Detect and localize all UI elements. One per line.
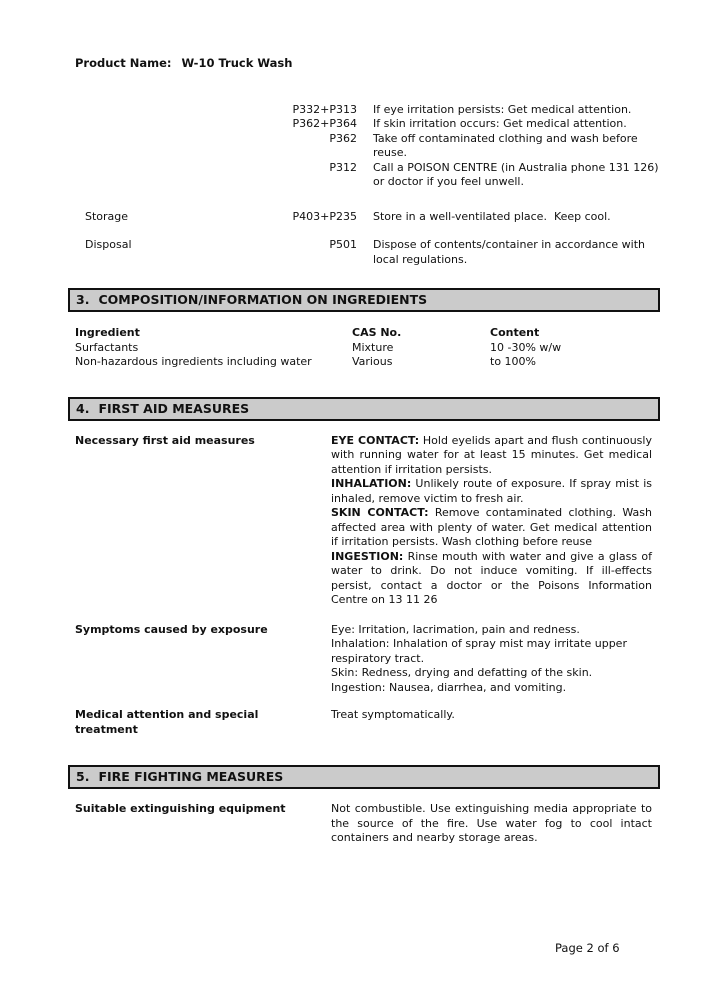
medical-attention-row [75, 708, 652, 737]
precaution-code: P403+P235 [292, 209, 357, 223]
extinguishing-text: Not combustible. Use extinguishing media appropriate to the source of the fire. Use water fog to cool intact containers and nearby storage areas. [331, 802, 652, 844]
first-aid-paragraph [331, 506, 652, 550]
symptom-line: Ingestion: Nausea, diarrhea, and vomiting. [331, 680, 567, 694]
first-aid-paragraph [331, 434, 652, 478]
precaution-text: Call a POISON CENTRE (in Australia phone 131 126) or doctor if you feel unwell. [373, 160, 663, 188]
precaution-code: P362+P364 [292, 117, 357, 130]
symptoms-label: Symptoms caused by exposure [75, 622, 268, 636]
medical-attention-label: Medical attention and special treatment [75, 708, 259, 736]
precaution-row [75, 117, 652, 132]
ingredients-table [75, 326, 652, 370]
medical-attention-text: Treat symptomatically. [331, 708, 455, 721]
section-4-number: 4. [76, 400, 90, 416]
eye-contact-text: Hold eyelids apart and flush continuously with running water for at least 15 minutes. Get medical attention if irritation persists. [331, 433, 652, 476]
product-name-label: Product Name: [75, 56, 172, 70]
section-3-number: 3. [76, 292, 90, 307]
col-header-ingredient: Ingredient [75, 326, 140, 339]
symptom-line: Skin: Redness, drying and defatting of the skin. [331, 666, 593, 679]
precaution-row [75, 160, 663, 190]
ingredient-cas: Various [352, 355, 393, 368]
ingestion-lead: INGESTION: [331, 549, 404, 563]
precaution-code: P332+P313 [292, 102, 357, 116]
precautionary-statements [75, 102, 663, 268]
ingredient-name: Surfactants [75, 340, 139, 354]
precaution-row-label [75, 103, 287, 118]
col-header-cas: CAS No. [352, 326, 402, 339]
section-4-header [68, 397, 660, 421]
symptom-line: Eye: Irritation, lacrimation, pain and redness. [331, 622, 580, 636]
skin-contact-lead: SKIN CONTACT: [331, 506, 429, 519]
section-3-title: COMPOSITION/INFORMATION ON INGREDIENTS [98, 292, 428, 307]
section-3-header [68, 288, 660, 312]
extinguishing-label: Suitable extinguishing equipment [75, 802, 286, 815]
ingredient-content: 10 -30% w/w [490, 340, 562, 354]
precaution-text: Dispose of contents/container in accordance with local regulations. [373, 238, 649, 266]
precaution-row-label [75, 161, 287, 190]
precaution-row-label [75, 117, 287, 132]
precaution-text: Take off contaminated clothing and wash before reuse. [373, 131, 642, 159]
symptom-line: Inhalation: Inhalation of spray mist may irritate upper respiratory tract. [331, 637, 627, 665]
precaution-text: If eye irritation persists: Get medical attention. [373, 102, 632, 116]
col-header-content: Content [490, 326, 540, 339]
symptoms-row [75, 623, 652, 696]
precaution-text: If skin irritation occurs: Get medical attention. [373, 117, 627, 130]
section-5-title: FIRE FIGHTING MEASURES [98, 769, 284, 784]
ingredient-cas: Mixture [352, 340, 394, 354]
skin-contact-text: Remove contaminated clothing. Wash affected area with plenty of water. Get medical attention if irritation persists. Wash clothing before reuse [331, 506, 653, 548]
table-row [75, 355, 652, 370]
precaution-text: Store in a well-ventilated place. Keep cool. [373, 209, 611, 223]
table-row [75, 341, 652, 356]
page-number: Page 2 of 6 [555, 941, 620, 955]
product-name-value: W-10 Truck Wash [181, 56, 293, 70]
ingredient-name: Non-hazardous ingredients including water [75, 355, 312, 368]
precaution-row-label [75, 132, 287, 161]
precaution-row-storage [75, 210, 652, 225]
product-name-line [75, 56, 652, 71]
precaution-code: P362 [329, 131, 357, 145]
first-aid-measures-row [75, 434, 652, 608]
extinguishing-row [75, 802, 652, 846]
symptoms-body [331, 623, 652, 696]
precaution-code: P312 [329, 160, 357, 174]
inhalation-text: Unlikely route of exposure. If spray mist is inhaled, remove victim to fresh air. [331, 477, 652, 505]
section-5-header [68, 765, 660, 789]
disposal-label: Disposal [85, 238, 132, 251]
precaution-row-disposal [75, 238, 652, 267]
first-aid-paragraph [331, 477, 652, 506]
eye-contact-lead: EYE CONTACT: [331, 433, 420, 447]
section-4-title: FIRST AID MEASURES [98, 400, 250, 416]
storage-label: Storage [85, 209, 129, 223]
ingredient-content: to 100% [490, 355, 536, 368]
inhalation-lead: INHALATION: [331, 477, 412, 490]
first-aid-body [331, 434, 652, 608]
first-aid-paragraph [331, 550, 652, 608]
ingredients-table-header-row [75, 326, 652, 341]
section-5-number: 5. [76, 769, 90, 784]
precaution-row [75, 132, 652, 161]
first-aid-label: Necessary first aid measures [75, 433, 255, 447]
precaution-code: P501 [329, 238, 357, 251]
precaution-row [75, 103, 652, 118]
ingestion-text: Rinse mouth with water and give a glass of water to drink. Do not induce vomiting. If ill-effects persist, contact a doctor or the Poisons Information Centre on 13 11 26 [331, 549, 652, 606]
